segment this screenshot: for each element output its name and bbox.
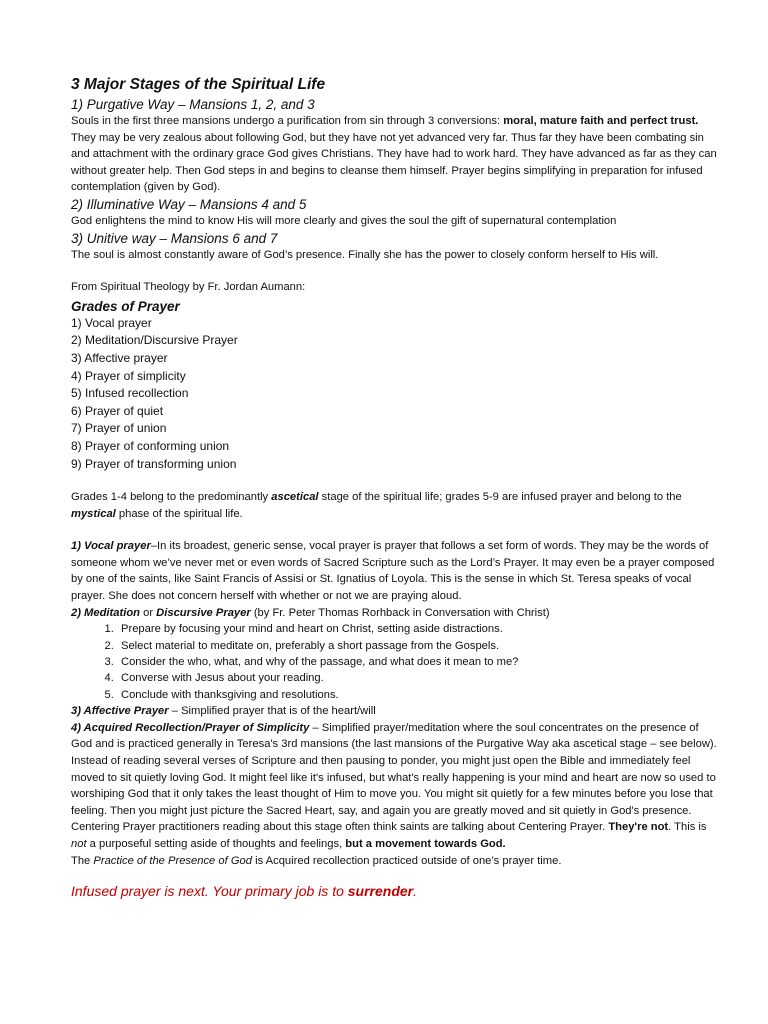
grades-note [71,489,718,522]
vocal-prayer-text: –In its broadest, generic sense, vocal prayer is prayer that follows a set form of words. They may be the words of someone whom we’ve never met or even words of Sacred Scripture such as the Lord’s Prayer. It may even be a prayer composed by one of the saints, like Saint Francis of Assisi or St. Ignatius of Loyola. This is the sense in which St. Teresa speaks of vocal prayer. She does not concern herself with whether or not we are praying aloud. [71,540,715,603]
grades-list [71,315,718,473]
acquired-text-b: . This is [668,821,707,834]
stage-3-text: The soul is almost constantly aware of God’s presence. Finally she has the power to closely conform herself to His will. [71,248,659,261]
practice-italic: Practice of the Presence of God [93,854,252,867]
stage-2-heading: 2) Illuminative Way – Mansions 4 and 5 [71,196,307,212]
grade-item: 3) Affective prayer [71,350,168,365]
acquired-recollection-paragraph [71,720,718,853]
source-line: From Spiritual Theology by Fr. Jordan Aumann: [71,281,306,294]
practice-b: is Acquired recollection practiced outside of one’s prayer time. [251,854,562,867]
meditation-step: 2. Select material to meditate on, preferably a short passage from the Gospels. [117,638,718,654]
meditation-label: 2) Meditation [71,606,140,619]
stage-1-text-a: Souls in the first three mansions undergo a purification from sin through 3 conversions: [71,115,504,127]
page-title: 3 Major Stages of the Spiritual Life [71,76,326,93]
grade-item: 5) Infused recollection [71,386,189,401]
stage-1-text [71,113,718,196]
grade-item: 9) Prayer of transforming union [71,456,237,471]
closing-a: Infused prayer is next. Your primary job is to [71,883,348,900]
stage-1-heading: 1) Purgative Way – Mansions 1, 2, and 3 [71,97,315,112]
grade-item: 6) Prayer of quiet [71,403,164,418]
grade-item: 1) Vocal prayer [71,315,152,330]
acquired-text-a: – Simplified prayer/meditation where the soul concentrates on the presence of God and is practiced generally in Teresa's 3rd mansions (the last mansions of the Purgative Way aka ascetical stage – see below). Instead of reading several verses of Scripture and then pausing to ponder, you might just open the Bible and immediately feel moved to sit quietly loving God. It might feel like it's infused, but what's really happening is your mind and heart are now so used to worshiping God that it only takes the least thought of Him to move you. You might sit quietly for a few minutes before you lose that feeling. Then you might just picture the Sacred Heart, say, and again you are greatly moved and sit quietly in God's presence. Centering Prayer practitioners reading about this stage often think saints are talking about Centering Prayer. [71,721,717,834]
grade-item: 8) Prayer of conforming union [71,438,230,453]
closing-statement [71,883,718,899]
meditation-steps [71,621,718,703]
acquired-bold-b: but a movement towards God. [345,838,506,851]
closing-b: . [413,883,418,900]
ascetical-term: ascetical [271,491,319,504]
stage-1-text-b: They may be very zealous about following God, but they have not yet advanced very far. Thus far they have been combating sin and attachment with the ordinary grace God gives Christians. They have had to work hard. They have advanced as far as they can without greater help. Then God steps in and begins to cleanse them himself. Prayer begins simplifying in preparation for infused contemplation (given by God). [71,131,717,194]
grades-note-c: phase of the spiritual life. [115,507,243,520]
acquired-text-c: a purposeful setting aside of thoughts and feelings, [86,838,346,851]
vocal-prayer-paragraph [71,538,718,604]
meditation-step: 3. Consider the who, what, and why of the passage, and what does it mean to me? [117,654,718,670]
meditation-step: 1. Prepare by focusing your mind and heart on Christ, setting aside distractions. [117,621,718,637]
meditation-or: or [140,606,157,619]
practice-paragraph [71,853,718,870]
stage-1-bold: moral, mature faith and perfect trust. [503,115,699,127]
meditation-heading [71,605,718,622]
meditation-step: 5. Conclude with thanksgiving and resolutions. [117,687,718,703]
grade-item: 4) Prayer of simplicity [71,368,186,383]
meditation-step: 4. Converse with Jesus about your reading. [117,670,718,686]
grades-note-a: Grades 1-4 belong to the predominantly [71,491,272,504]
grades-title: Grades of Prayer [71,298,180,314]
grade-item: 2) Meditation/Discursive Prayer [71,333,238,348]
vocal-prayer-label: 1) Vocal prayer [71,540,151,553]
stage-2-text: God enlightens the mind to know His will more clearly and gives the soul the gift of supernatural contemplation [71,214,617,227]
affective-prayer-text: – Simplified prayer that is of the heart/will [168,705,376,718]
acquired-bold-a: They're not [608,821,669,834]
affective-prayer-paragraph [71,703,718,720]
mystical-term: mystical [71,507,116,520]
practice-a: The [71,854,94,867]
discursive-prayer-label: Discursive Prayer [156,606,251,619]
closing-surrender: surrender [347,883,414,900]
grades-note-b: stage of the spiritual life; grades 5-9 are infused prayer and belong to the [318,491,682,504]
stage-3-heading: 3) Unitive way – Mansions 6 and 7 [71,230,278,246]
affective-prayer-label: 3) Affective Prayer [71,705,169,718]
acquired-recollection-label: 4) Acquired Recollection/Prayer of Simplicity [71,721,310,734]
acquired-not: not [71,838,87,851]
meditation-source: (by Fr. Peter Thomas Rorhback in Conversation with Christ) [250,606,550,619]
grade-item: 7) Prayer of union [71,421,167,436]
